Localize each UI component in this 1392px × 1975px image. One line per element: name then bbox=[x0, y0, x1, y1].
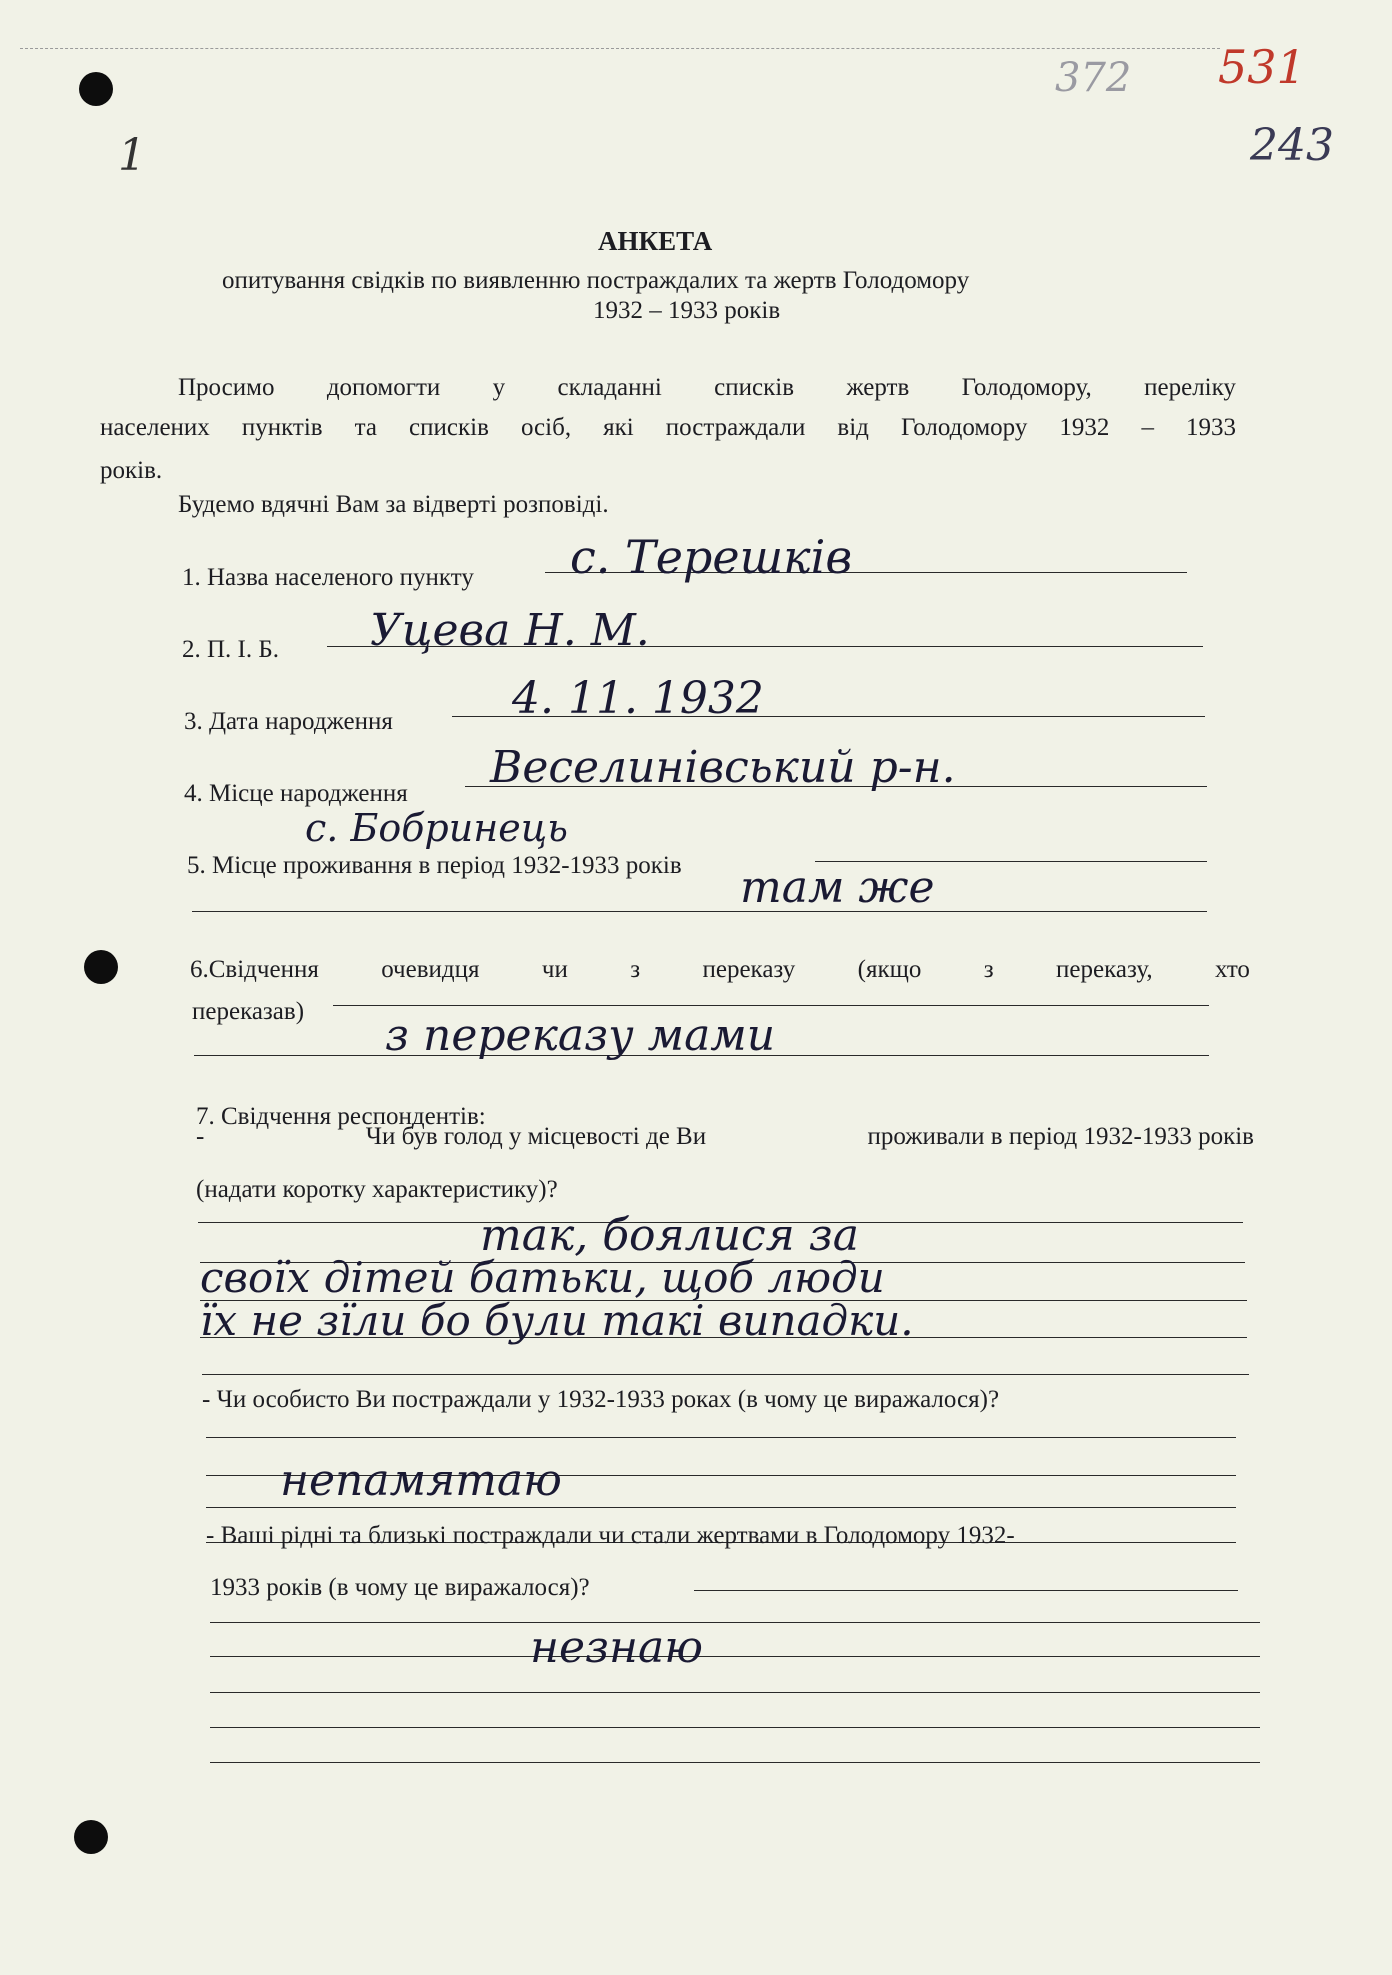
a2-line-1 bbox=[206, 1437, 1236, 1438]
a3-line-5 bbox=[210, 1727, 1260, 1728]
form-subtitle: опитування свідків по виявленню постраждалих та жертв Голодомору bbox=[222, 267, 970, 294]
archive-number-faded: 372 bbox=[1055, 55, 1132, 101]
answer2: непамятаю bbox=[280, 1455, 562, 1506]
binder-hole-top bbox=[79, 72, 113, 106]
residence-label: 5. Місце проживання в період 1932-1933 років bbox=[187, 852, 682, 879]
page-mark: 1 bbox=[118, 130, 146, 181]
form-subtitle-years: 1932 – 1933 років bbox=[593, 297, 781, 324]
q2-text: - Чи особисто Ви постраждали у 1932-1933 роках (в чому це виражалося)? bbox=[202, 1386, 1000, 1413]
testimony-type-value: з переказу мами bbox=[385, 1010, 776, 1061]
testimony-type-label-2: переказав) bbox=[192, 998, 305, 1025]
name-value: Уцева Н. М. bbox=[370, 605, 650, 656]
answer1-line3: їх не зїли бо були такі випадки. bbox=[200, 1296, 914, 1345]
answer3: незнаю bbox=[530, 1622, 703, 1673]
answer1-line1: так, боялися за bbox=[480, 1210, 860, 1261]
a3-line-4 bbox=[210, 1692, 1260, 1693]
binder-hole-middle bbox=[84, 950, 118, 984]
birthplace-value-village: с. Бобринець bbox=[305, 806, 568, 850]
residence-line-2 bbox=[192, 911, 1207, 912]
section7-heading: 7. Свідчення респондентів: bbox=[196, 1103, 486, 1130]
testimony-type-line-a bbox=[333, 1005, 1209, 1006]
answer1-line2: своїх дітей батьки, щоб люди bbox=[200, 1253, 885, 1302]
a1-line-5 bbox=[202, 1374, 1249, 1375]
settlement-label: 1. Назва населеного пункту bbox=[182, 564, 474, 591]
settlement-value: с. Терешкiв bbox=[570, 530, 853, 584]
testimony-type-line-1: 6.Свідчення очевидця чи з переказу (якщо з переказу, хто bbox=[190, 956, 1250, 983]
birthdate-label: 3. Дата народження bbox=[184, 708, 393, 735]
birthplace-label: 4. Місце народження bbox=[184, 780, 408, 807]
name-label: 2. П. І. Б. bbox=[182, 636, 279, 663]
form-title: АНКЕТА bbox=[598, 226, 713, 256]
birthdate-value: 4. 11. 1932 bbox=[512, 673, 764, 724]
q1-line-2: (надати коротку характеристику)? bbox=[196, 1176, 558, 1203]
intro-line-3: років. bbox=[100, 457, 163, 484]
q3-line-2: 1933 років (в чому це виражалося)? bbox=[210, 1574, 590, 1601]
a2-line-3 bbox=[206, 1507, 1236, 1508]
q1-line-1: - Чи був голод у місцевості де Ви проживали в період 1932-1933 років bbox=[196, 1123, 1254, 1150]
a3-line-2 bbox=[210, 1622, 1260, 1623]
binder-hole-bottom bbox=[74, 1820, 108, 1854]
a3-line-3 bbox=[210, 1656, 1260, 1657]
birthplace-value: Веселинiвський р-н. bbox=[490, 742, 956, 793]
a3-line-1 bbox=[694, 1590, 1238, 1591]
a3-line-6 bbox=[210, 1762, 1260, 1763]
archive-number-red: 531 bbox=[1218, 40, 1306, 94]
top-edge-dashes bbox=[20, 48, 1220, 49]
q3-line-1: - Ваші рідні та близькі постраждали чи стали жертвами в Голодомору 1932- bbox=[206, 1522, 1015, 1549]
residence-value: там же bbox=[740, 862, 935, 913]
intro-thanks: Будемо вдячні Вам за відверті розповіді. bbox=[178, 491, 609, 518]
intro-line-2: населених пунктів та списків осіб, які постраждали від Голодомору 1932 – 1933 bbox=[100, 414, 1236, 441]
archive-number-below: 243 bbox=[1250, 120, 1334, 171]
intro-line-1: Просимо допомогти у складанні списків жертв Голодомору, переліку bbox=[178, 374, 1236, 401]
